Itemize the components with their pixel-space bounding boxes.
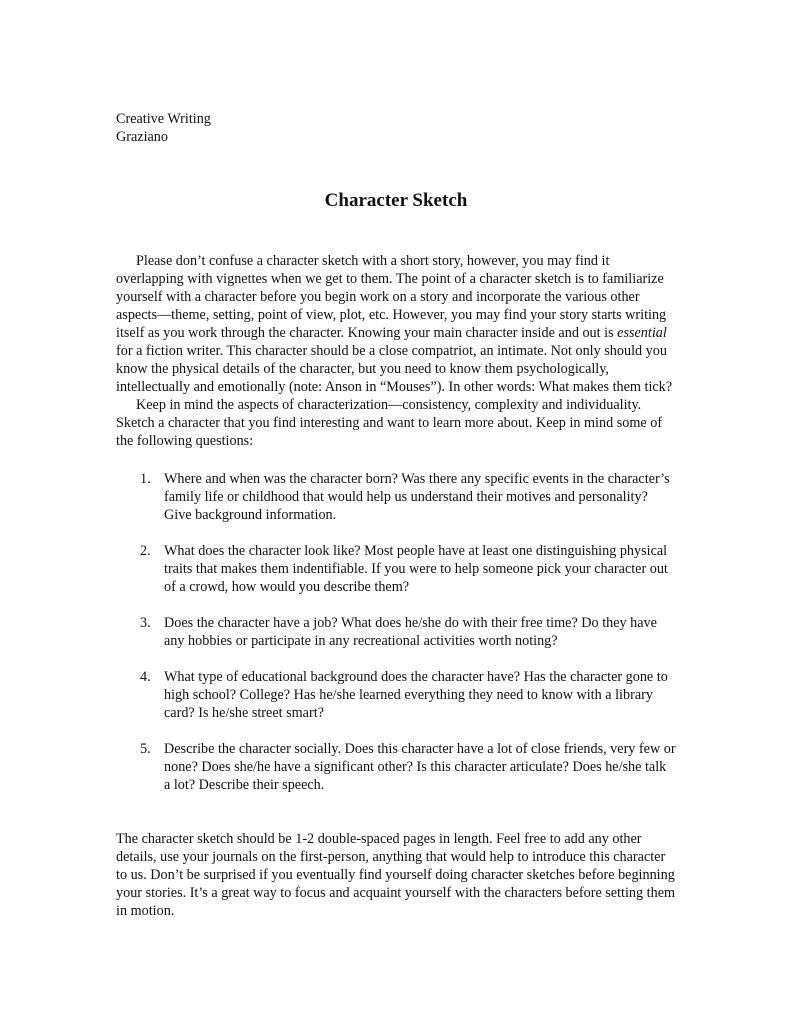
document-header (116, 110, 676, 146)
closing-paragraph: The character sketch should be 1-2 double-spaced pages in length. Feel free to add any other details, use your journals on the first-person, anything that would help to introduce this character to us. Don’t be surprised if you eventually find yourself doing character sketches before beginning your stories. It’s a great way to focus and acquaint yourself with the characters before setting them in motion. (116, 831, 676, 919)
intro-paragraph (116, 252, 676, 396)
course-name: Creative Writing (116, 111, 211, 127)
list-item-text: Describe the character socially. Does this character have a lot of close friends, very few or none? Does she/he have a significant other? Is this character articulate? Does he/she talk a lot? Describe their speech. (164, 741, 676, 793)
list-item-number: 1. (140, 471, 151, 487)
list-item-text: What does the character look like? Most people have at least one distinguishing physical traits that makes them indentifiable. If you were to help someone pick your character out of a crowd, how would you describe them? (164, 543, 668, 595)
page-title: Character Sketch (324, 190, 468, 211)
list-item (116, 740, 676, 794)
list-item-text: Does the character have a job? What does he/she do with their free time? Do they have any hobbies or participate in any recreational activities worth noting? (164, 615, 657, 649)
list-item-number: 5. (140, 741, 151, 757)
intro-text-after: for a fiction writer. This character should be a close compatriot, an intimate. Not only should you know the physical details of the character, but you need to know them psychologically, intellectually and emotionally (note: Anson in “Mouses”). In other words: What makes them tick? (116, 343, 673, 395)
intro-emphasis: essential (617, 325, 667, 341)
list-item (116, 614, 676, 650)
intro-text-before: Please don’t confuse a character sketch with a short story, however, you may find it overlapping with vignettes when we get to them. The point of a character sketch is to familiarize yourself with a character before you begin work on a story and incorporate the various other aspects—theme, setting, point of view, plot, etc. However, you may find your story starts writing itself as you work through the character. Knowing your main character inside and out is (116, 253, 667, 341)
list-item (116, 668, 676, 722)
list-item-number: 4. (140, 669, 151, 685)
characterization-paragraph: Keep in mind the aspects of characterization—consistency, complexity and individuality. Sketch a character that you find interesting and want to learn more about. Keep in mind some of the following questions: (116, 397, 663, 449)
list-item-text: Where and when was the character born? Was there any specific events in the character’s family life or childhood that would help us understand their motives and personality? Give background information. (164, 471, 670, 523)
list-item-number: 2. (140, 543, 151, 559)
list-item-number: 3. (140, 615, 151, 631)
document-page (116, 110, 676, 934)
list-item (116, 470, 676, 524)
list-item (116, 542, 676, 596)
list-item-text: What type of educational background does the character have? Has the character gone to high school? College? Has he/she learned everything they need to know with a library card? Is he/she street smart? (164, 669, 668, 721)
teacher-name: Graziano (116, 129, 168, 145)
question-list (116, 470, 676, 794)
